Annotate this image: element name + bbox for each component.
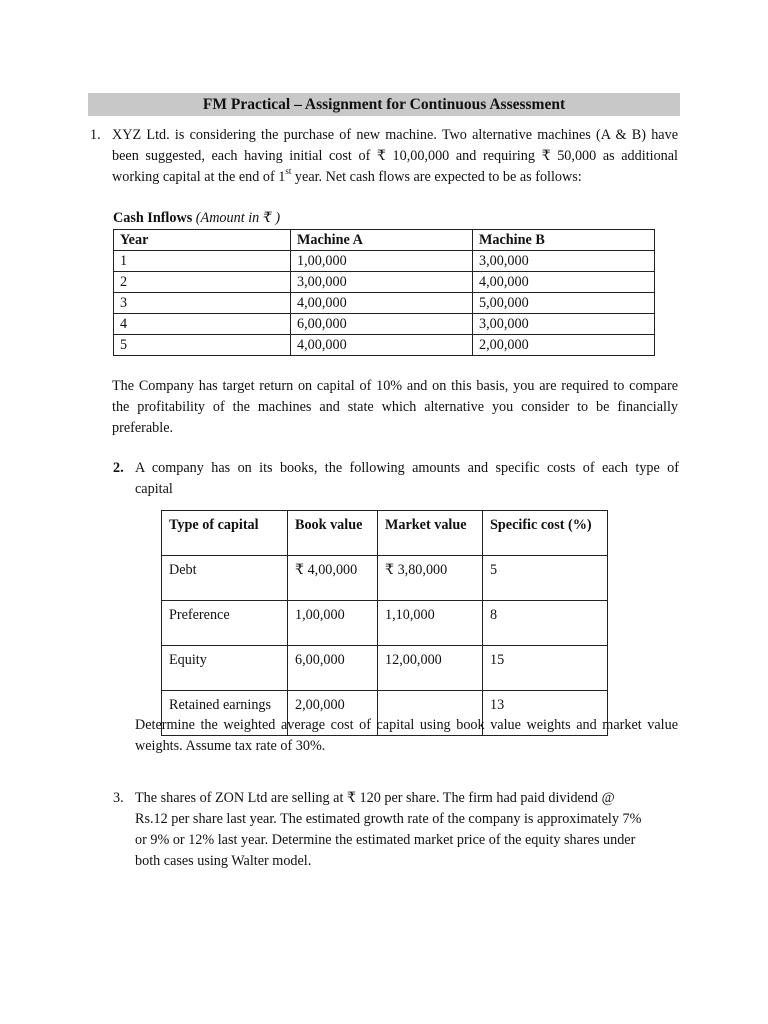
column-header: Machine B [473,230,655,251]
column-header: Market value [378,511,483,556]
cash-inflows-caption: Cash Inflows (Amount in ₹ ) [113,210,281,226]
column-header: Specific cost (%) [483,511,608,556]
q3-line-2: Rs.12 per share last year. The estimated growth rate of the company is approximately 7% [135,811,642,827]
q1-conclusion [112,376,678,439]
q1-line-3: working capital at the end of 1st year. Net cash flows are expected to be as follows: [112,166,582,185]
table-cell: 6,00,000 [288,646,378,691]
table-cell: 5 [483,556,608,601]
table-cell: ₹ 4,00,000 [288,556,378,601]
table-cell: 1,10,000 [378,601,483,646]
table-cell: 4 [114,314,291,335]
table-row [114,272,655,293]
table-row [162,646,608,691]
table-cell: Equity [162,646,288,691]
table-header-row [114,230,655,251]
table-cell: 15 [483,646,608,691]
q2-line-2: capital [135,481,173,497]
column-header: Type of capital [162,511,288,556]
table-cell: 8 [483,601,608,646]
cash-inflows-table [113,229,655,356]
table-cell: 13 [483,691,608,736]
table-row [114,314,655,335]
capital-structure-table [161,510,608,736]
table-cell: Retained earnings [162,691,288,736]
question-number: 2. [113,460,124,476]
table-cell: 3 [114,293,291,314]
table-row [162,556,608,601]
table-cell: 3,00,000 [473,251,655,272]
table-cell: 1 [114,251,291,272]
table-cell: 1,00,000 [291,251,473,272]
table-cell: 2 [114,272,291,293]
table-cell: 3,00,000 [473,314,655,335]
table-cell: 5,00,000 [473,293,655,314]
question-number: 3. [113,790,124,806]
assignment-title: FM Practical – Assignment for Continuous Assessment [88,93,680,116]
q1-conclusion-line-1: The Company has target return on capital of 10% and on this basis, you are required to compare [112,378,678,394]
q3-line-4: both cases using Walter model. [135,853,312,869]
table-row [114,335,655,356]
table-cell: 5 [114,335,291,356]
q3-line-1: The shares of ZON Ltd are selling at ₹ 120 per share. The firm had paid dividend @ [135,790,615,806]
table-cell: 4,00,000 [473,272,655,293]
column-header: Book value [288,511,378,556]
table-cell: 12,00,000 [378,646,483,691]
q2-line-1: A company has on its books, the following amounts and specific costs of each type of [135,460,679,476]
table-row [114,293,655,314]
q1-conclusion-line-3: preferable. [112,420,174,436]
table-cell: 2,00,000 [473,335,655,356]
q2-conclusion [135,715,678,757]
table-cell: 2,00,000 [288,691,378,736]
column-header: Year [114,230,291,251]
table-row [162,601,608,646]
q1-line-2: been suggested, each having initial cost of ₹ 10,00,000 and requiring ₹ 50,000 as additional [112,148,678,164]
q2-conclusion-line-2: weights. Assume tax rate of 30%. [135,738,326,754]
table-cell: 4,00,000 [291,293,473,314]
q3-line-3: or 9% or 12% last year. Determine the estimated market price of the equity shares under [135,832,636,848]
table-cell: 4,00,000 [291,335,473,356]
q1-line-1: XYZ Ltd. is considering the purchase of new machine. Two alternative machines (A & B) have [112,127,678,143]
table-cell: 3,00,000 [291,272,473,293]
q2-conclusion-line-1: Determine the weighted average cost of capital using book value weights and market value [135,717,678,733]
table-cell: 1,00,000 [288,601,378,646]
table-cell: 6,00,000 [291,314,473,335]
table-header-row [162,511,608,556]
q1-conclusion-line-2: the profitability of the machines and state which alternative you consider to be financially [112,399,678,415]
table-cell: ₹ 3,80,000 [378,556,483,601]
table-cell: Preference [162,601,288,646]
column-header: Machine A [291,230,473,251]
question-number: 1. [90,127,101,143]
table-row [114,251,655,272]
table-cell: Debt [162,556,288,601]
